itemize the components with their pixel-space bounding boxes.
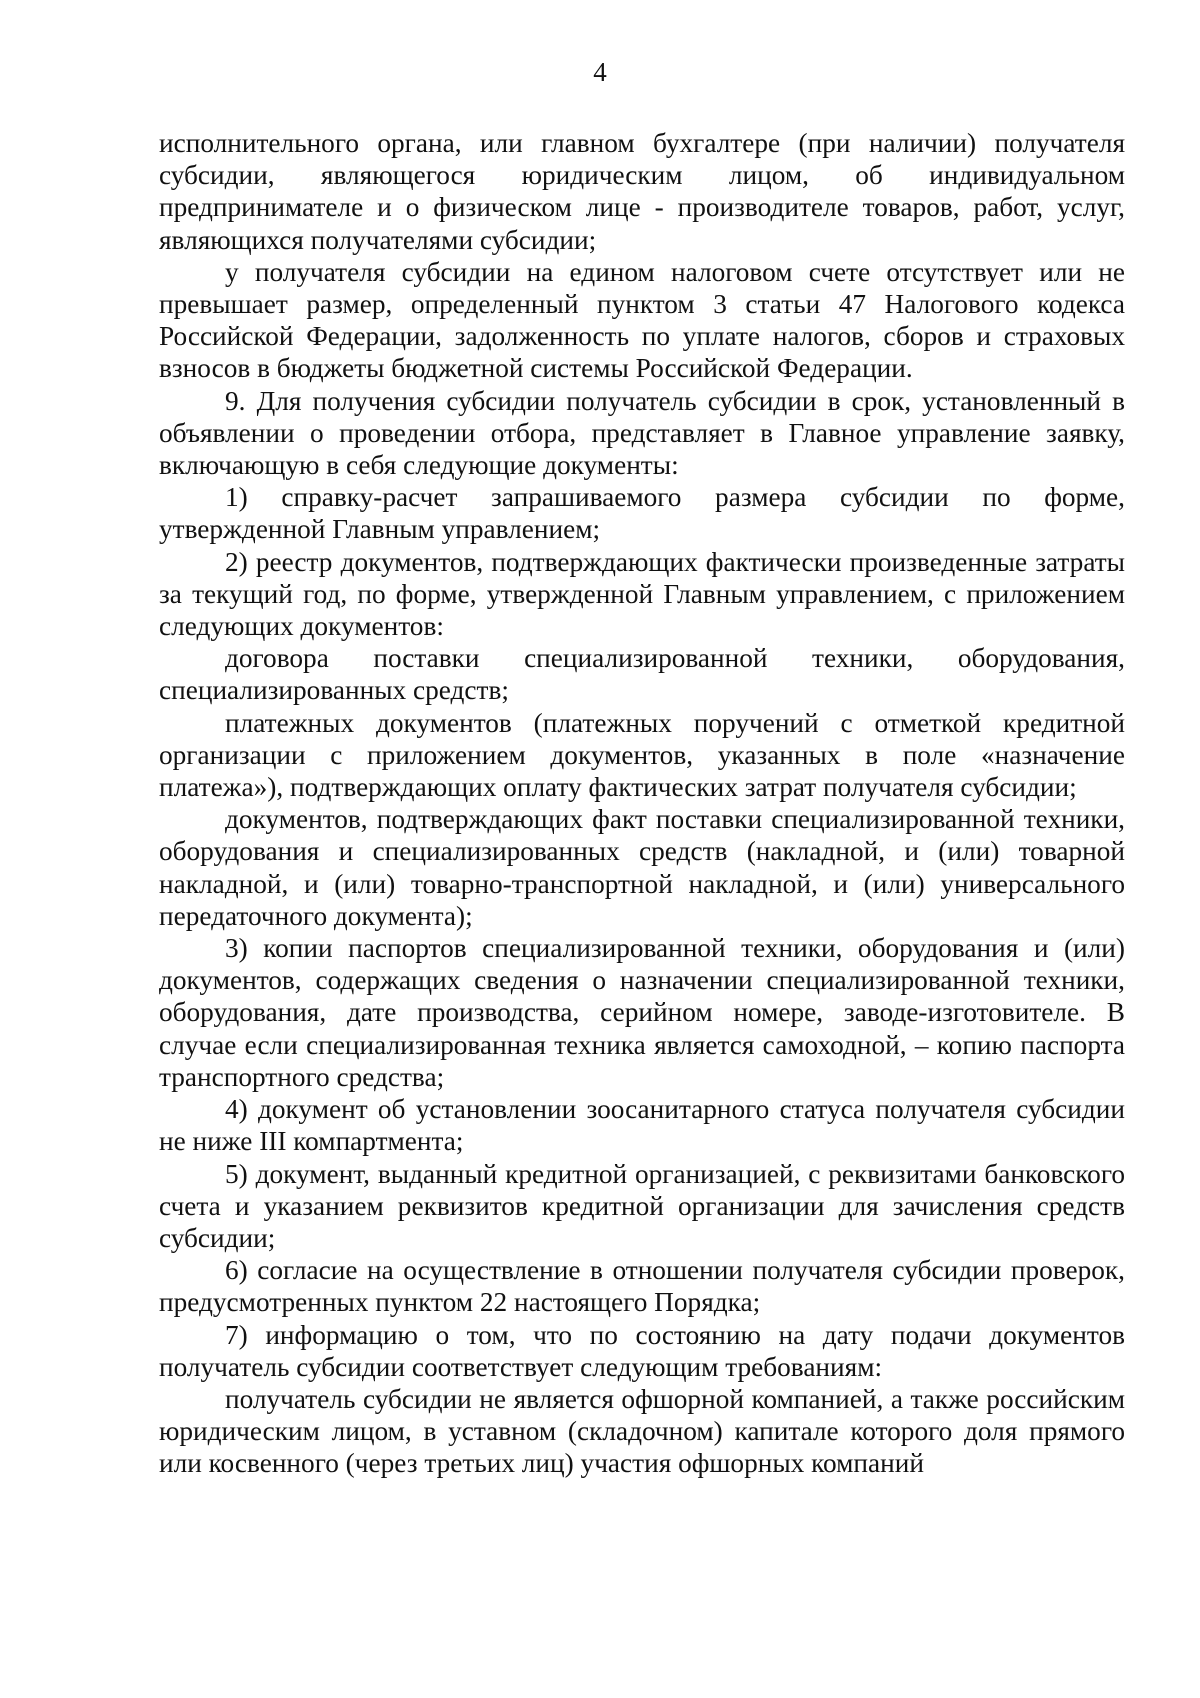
list-item-5: 5) документ, выданный кредитной организацией, с реквизитами банковского счета и указанием реквизитов кредитной организации для зачисления средств субсидии; xyxy=(159,1158,1125,1253)
list-item-1: 1) справку-расчет запрашиваемого размера субсидии по форме, утвержденной Главным управлением; xyxy=(159,482,1125,545)
list-item-3: 3) копии паспортов специализированной техники, оборудования и (или) документов, содержащих сведения о назначении специализированной техники, оборудования, дате производства, серийном номере, заводе-изготовителе. В случае если специализированная техника является самоходной, – копию паспорта транспортного средства; xyxy=(159,933,1125,1092)
paragraph-continuation: исполнительного органа, или главном бухгалтере (при наличии) получателя субсидии, являющегося юридическим лицом, об индивидуальном предпринимателе и о физическом лице - производителе товаров, работ, услуг, являющихся получателями субсидии; xyxy=(159,128,1125,255)
page-number: 4 xyxy=(593,57,607,87)
list-item-7: 7) информацию о том, что по состоянию на дату подачи документов получатель субсидии соответствует следующим требованиям: xyxy=(159,1319,1125,1382)
list-item-2: 2) реестр документов, подтверждающих фактически произведенные затраты за текущий год, по форме, утвержденной Главным управлением, с приложением следующих документов: xyxy=(159,546,1125,642)
paragraph-offshore-requirement: получатель субсидии не является офшорной компанией, а также российским юридическим лицом, в уставном (складочном) капитале которого доля прямого или косвенного (через третьих лиц) участия офшорных компаний xyxy=(159,1383,1125,1479)
sub-item-delivery-documents: документов, подтверждающих факт поставки специализированной техники, оборудования и специализированных средств (накладной, и (или) товарной накладной, и (или) товарно-транспортной накладной, и (или) универсального передаточного документа); xyxy=(159,804,1125,931)
document-body xyxy=(159,127,1125,1480)
paragraph-item-9: 9. Для получения субсидии получатель субсидии в срок, установленный в объявлении о проведении отбора, представляет в Главное управление заявку, включающую в себя следующие документы: xyxy=(159,385,1125,481)
sub-item-payment-documents: платежных документов (платежных поручений с отметкой кредитной организации с приложением документов, указанных в поле «назначение платежа»), подтверждающих оплату фактических затрат получателя субсидии; xyxy=(159,707,1125,803)
sub-item-supply-contract: договора поставки специализированной техники, оборудования, специализированных средств; xyxy=(159,643,1125,706)
list-item-6: 6) согласие на осуществление в отношении получателя субсидии проверок, предусмотренных пунктом 22 настоящего Порядка; xyxy=(159,1255,1125,1318)
paragraph-tax-debt: у получателя субсидии на едином налоговом счете отсутствует или не превышает размер, определенный пунктом 3 статьи 47 Налогового кодекса Российской Федерации, задолженность по уплате налогов, сборов и страховых взносов в бюджеты бюджетной системы Российской Федерации. xyxy=(159,256,1125,384)
list-item-4: 4) документ об установлении зоосанитарного статуса получателя субсидии не ниже III компартмента; xyxy=(159,1094,1125,1157)
